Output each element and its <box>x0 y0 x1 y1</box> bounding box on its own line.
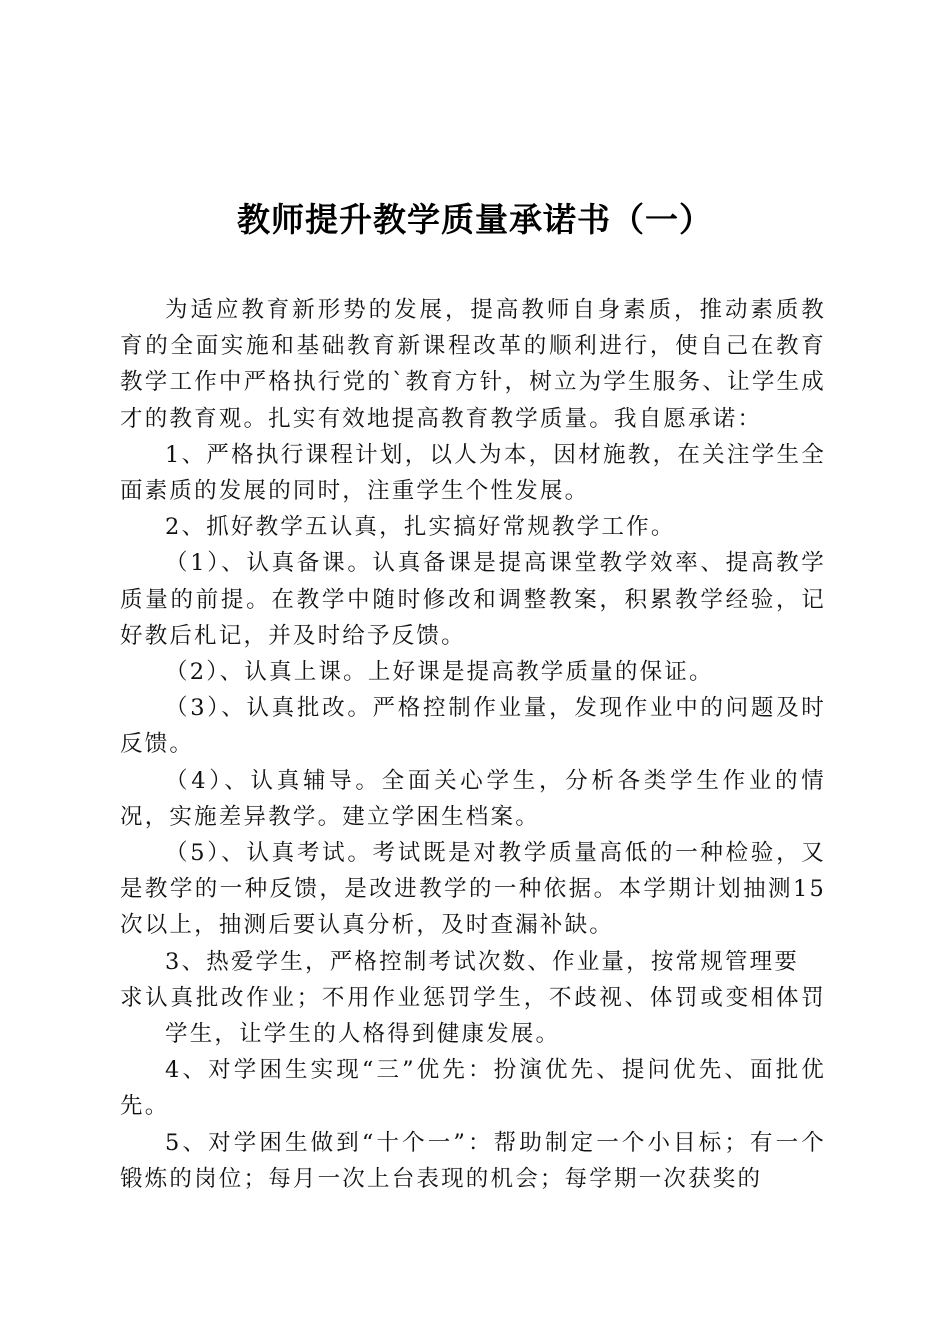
paragraph-item-2-1: （1）、认真备课。认真备课是提高课堂教学效率、提高教学质量的前提。在教学中随时修改和调整教案，积累教学经验，记好教后札记，并及时给予反馈。 <box>120 550 826 649</box>
paragraph-item-3: 3、热爱学生，严格控制考试次数、作业量，按常规管理要 <box>165 948 800 975</box>
paragraph-item-2-4: （4）、认真辅导。全面关心学生，分析各类学生作业的情况，实施差异教学。建立学困生档案。 <box>120 767 826 830</box>
paragraph-item-2: 2、抓好教学五认真，扎实搞好常规教学工作。 <box>165 514 676 541</box>
paragraph-item-4: 4、对学困生实现“三”优先：扮演优先、提问优先、面批优先。 <box>120 1057 826 1120</box>
paragraph-item-2-5: （5）、认真考试。考试既是对教学质量高低的一种检验，又是教学的一种反馈，是改进教学的一种依据。本学期计划抽测15次以上，抽测后要认真分析，及时查漏补缺。 <box>120 840 826 939</box>
paragraph-item-2-2: （2）、认真上课。上好课是提高教学质量的保证。 <box>165 659 714 686</box>
paragraph-item-1: 1、严格执行课程计划，以人为本，因材施教，在关注学生全面素质的发展的同时，注重学生个性发展。 <box>120 441 826 505</box>
paragraph-intro: 为适应教育新形势的发展，提高教师自身素质，推动素质教育的全面实施和基础教育新课程改革的顺利进行，使自己在教育教学工作中严格执行党的`教育方针，树立为学生服务、让学生成才的教育观。扎实有效地提高教育教学质量。我自愿承诺： <box>120 297 826 432</box>
paragraph-item-3-cont: 求认真批改作业；不用作业惩罚学生，不歧视、体罚或变相体罚学生，让学生的人格得到健康发展。 <box>120 984 826 1048</box>
paragraph-item-2-3: （3）、认真批改。严格控制作业量，发现作业中的问题及时反馈。 <box>120 695 826 758</box>
paragraph-item-5: 5、对学困生做到“十个一”：帮助制定一个小目标；有一个锻炼的岗位；每月一次上台表现的机会；每学期一次获奖的 <box>120 1129 826 1192</box>
document-body <box>120 292 826 1197</box>
document-title: 教师提升教学质量承诺书（一） <box>237 200 713 239</box>
